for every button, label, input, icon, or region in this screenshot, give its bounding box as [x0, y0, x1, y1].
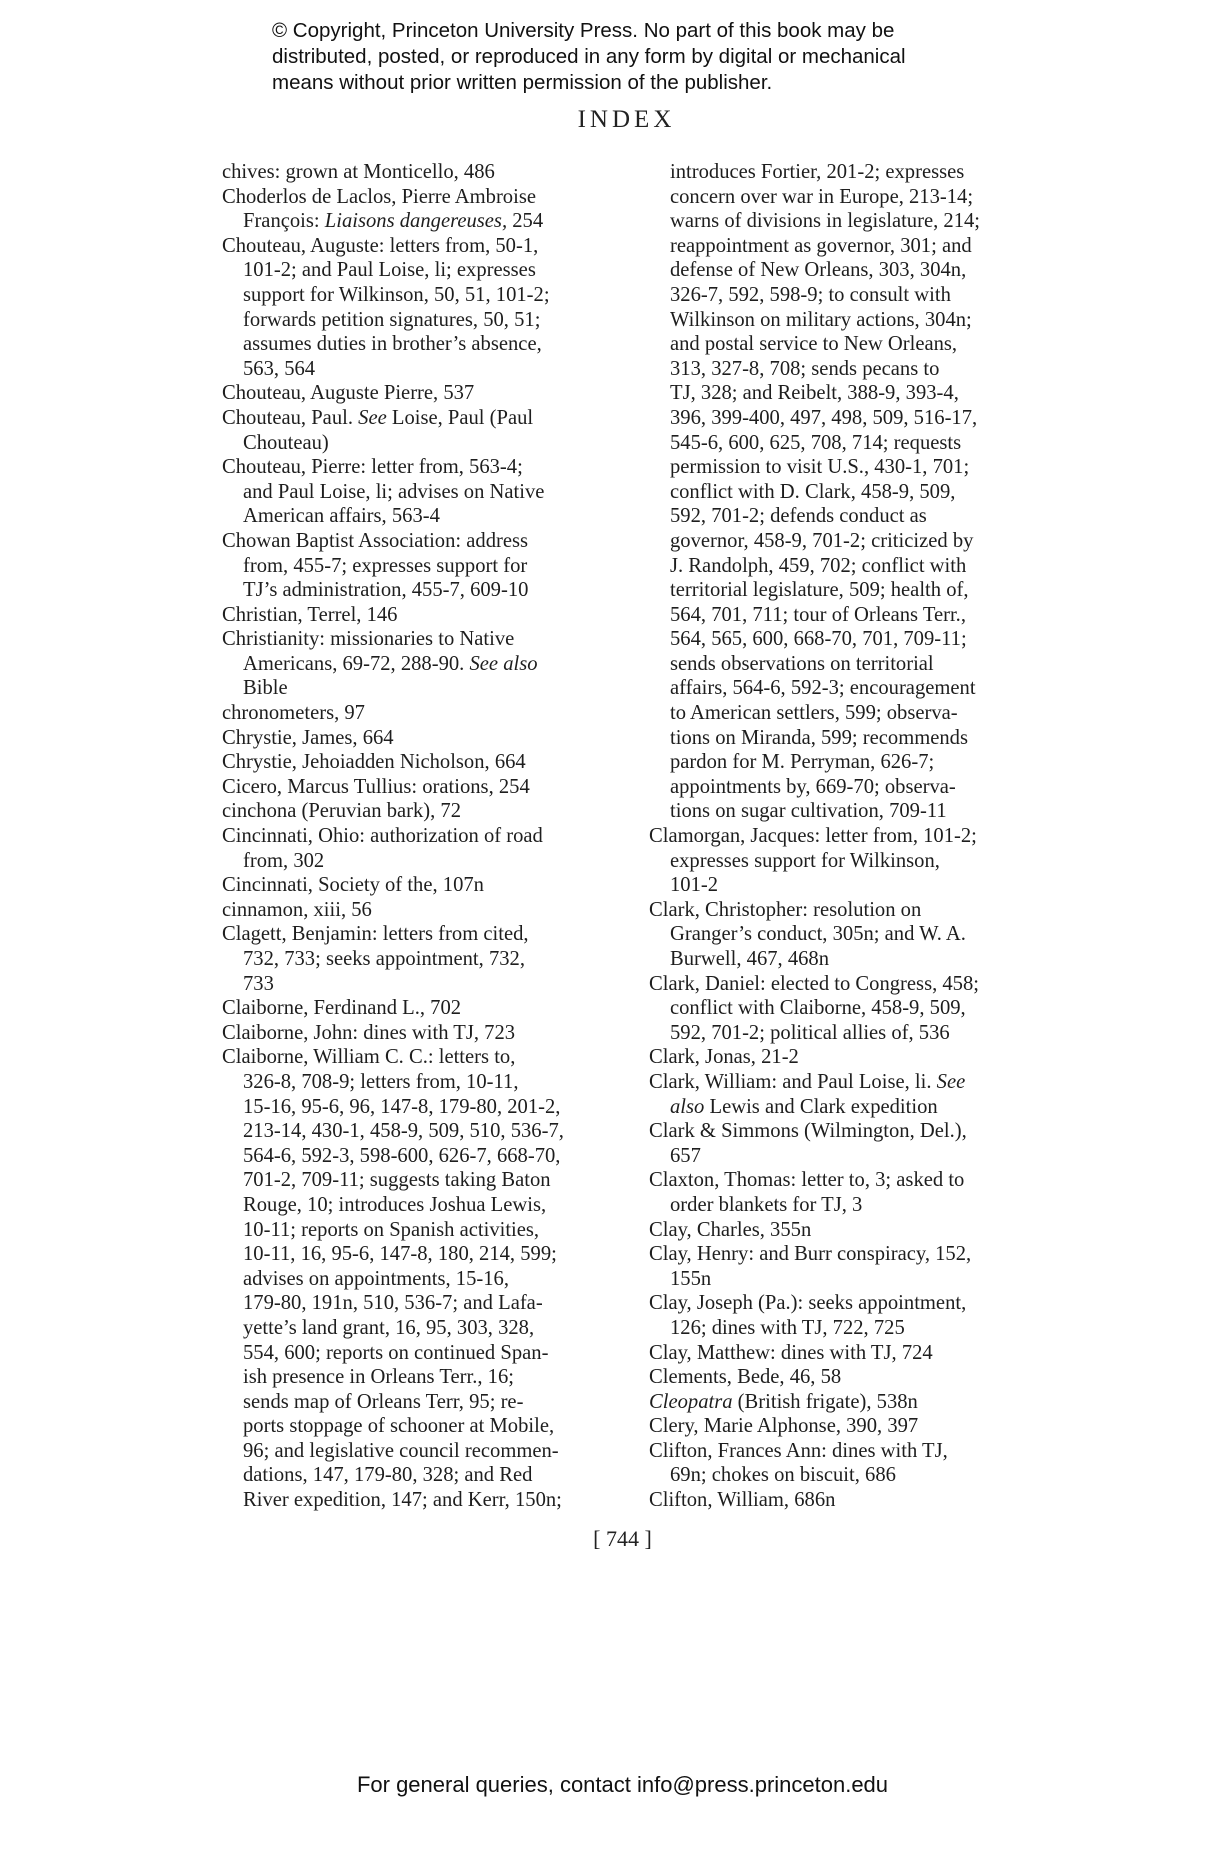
index-text: Claxton, Thomas: letter to, 3; asked to — [649, 1169, 965, 1192]
index-italic-text: also — [670, 1095, 705, 1118]
index-text: appointments by, 669-70; observa- — [670, 775, 956, 798]
index-text: 564-6, 592-3, 598-600, 626-7, 668-70, — [243, 1144, 561, 1167]
index-text: 10-11; reports on Spanish activities, — [243, 1218, 540, 1241]
index-line — [222, 1414, 652, 1439]
index-text: forwards petition signatures, 50, 51; — [243, 308, 541, 331]
index-text: concern over war in Europe, 213-14; — [670, 185, 974, 208]
index-line — [649, 1144, 1079, 1169]
index-text: Chouteau, Auguste Pierre, 537 — [222, 382, 475, 405]
index-text: ish presence in Orleans Terr., 16; — [243, 1366, 514, 1389]
index-line — [222, 701, 652, 726]
index-text: River expedition, 147; and Kerr, 150n; — [243, 1489, 562, 1512]
index-text: 545-6, 600, 625, 708, 714; requests — [670, 431, 962, 454]
index-line — [222, 406, 652, 431]
index-text: Chouteau, Pierre: letter from, 563-4; — [222, 456, 523, 479]
index-line — [649, 1021, 1079, 1046]
index-line — [649, 996, 1079, 1021]
index-column-right — [649, 160, 1079, 1513]
index-line — [649, 1341, 1079, 1366]
index-text: 592, 701-2; political allies of, 536 — [670, 1021, 950, 1044]
index-line — [649, 480, 1079, 505]
index-text: Americans, 69-72, 288-90. — [243, 652, 470, 675]
index-text: Clark, Jonas, 21-2 — [649, 1046, 799, 1069]
index-text: Rouge, 10; introduces Joshua Lewis, — [243, 1193, 547, 1216]
index-text: expresses support for Wilkinson, — [670, 849, 940, 872]
index-text: 96; and legislative council recommen- — [243, 1439, 559, 1462]
index-line — [222, 726, 652, 751]
index-text: TJ’s administration, 455-7, 609-10 — [243, 579, 529, 602]
index-text: and Paul Loise, li; advises on Native — [243, 480, 545, 503]
index-line — [222, 1316, 652, 1341]
index-text: 69n; chokes on biscuit, 686 — [670, 1464, 896, 1487]
index-line — [649, 258, 1079, 283]
index-text: 701-2, 709-11; suggests taking Baton — [243, 1169, 551, 1192]
index-text: 15-16, 95-6, 96, 147-8, 179-80, 201-2, — [243, 1095, 561, 1118]
index-text: 657 — [670, 1144, 701, 1167]
index-text: conflict with Claiborne, 458-9, 509, — [670, 997, 966, 1020]
index-line — [649, 185, 1079, 210]
index-line — [649, 676, 1079, 701]
index-line — [222, 1095, 652, 1120]
index-line — [222, 603, 652, 628]
index-line — [649, 799, 1079, 824]
index-text: Claiborne, Ferdinand L., 702 — [222, 997, 462, 1020]
index-italic-text: See — [936, 1070, 966, 1093]
index-line — [222, 1045, 652, 1070]
index-text: Bible — [243, 677, 288, 700]
index-line — [649, 283, 1079, 308]
index-line — [222, 873, 652, 898]
index-text: sends map of Orleans Terr, 95; re- — [243, 1390, 524, 1413]
index-line — [649, 504, 1079, 529]
index-line — [649, 1291, 1079, 1316]
index-italic-text: See also — [469, 652, 538, 675]
index-text: and postal service to New Orleans, — [670, 333, 958, 356]
index-line — [649, 1218, 1079, 1243]
index-line — [649, 726, 1079, 751]
index-line — [649, 824, 1079, 849]
index-line — [222, 1267, 652, 1292]
index-text: territorial legislature, 509; health of, — [670, 579, 969, 602]
index-line — [222, 1390, 652, 1415]
index-line — [649, 750, 1079, 775]
index-line — [222, 652, 652, 677]
index-line — [649, 554, 1079, 579]
index-text: Christian, Terrel, 146 — [222, 603, 398, 626]
index-line — [222, 431, 652, 456]
index-text: 213-14, 430-1, 458-9, 509, 510, 536-7, — [243, 1120, 564, 1143]
index-text: chives: grown at Monticello, 486 — [222, 161, 495, 183]
index-text: Cicero, Marcus Tullius: orations, 254 — [222, 775, 530, 798]
index-text: 732, 733; seeks appointment, 732, — [243, 948, 525, 970]
index-line — [649, 406, 1079, 431]
index-text: Chouteau, Paul. — [222, 406, 359, 429]
index-text: Cincinnati, Society of the, 107n — [222, 874, 484, 897]
index-text: François: — [243, 210, 325, 233]
index-text: reappointment as governor, 301; and — [670, 234, 972, 257]
index-text: 101-2 — [670, 874, 719, 897]
index-line — [649, 922, 1079, 947]
index-text: Christianity: missionaries to Native — [222, 628, 515, 651]
index-text: Wilkinson on military actions, 304n; — [670, 308, 972, 331]
index-text: governor, 458-9, 701-2; criticized by — [670, 529, 974, 552]
index-text: (British frigate), 538n — [732, 1390, 918, 1413]
index-text: Chouteau) — [243, 431, 329, 454]
index-text: cinnamon, xiii, 56 — [222, 898, 372, 921]
index-text: Burwell, 467, 468n — [670, 948, 830, 970]
index-text: 564, 701, 711; tour of Orleans Terr., — [670, 603, 966, 626]
index-text: J. Randolph, 459, 702; conflict with — [670, 554, 967, 577]
index-text: Chowan Baptist Association: address — [222, 529, 529, 552]
index-line — [222, 824, 652, 849]
index-line — [222, 283, 652, 308]
index-line — [649, 627, 1079, 652]
index-line — [222, 799, 652, 824]
index-italic-text: Cleopatra — [649, 1390, 733, 1413]
index-text: to American settlers, 599; observa- — [670, 702, 958, 725]
index-line — [649, 775, 1079, 800]
page-title: INDEX — [577, 106, 676, 133]
index-text: 326-7, 592, 598-9; to consult with — [670, 283, 951, 306]
index-line — [649, 1414, 1079, 1439]
index-text: Claiborne, John: dines with TJ, 723 — [222, 1021, 516, 1044]
index-text: Choderlos de Laclos, Pierre Ambroise — [222, 185, 536, 208]
index-line — [649, 898, 1079, 923]
index-text: 254 — [507, 210, 544, 233]
index-line — [222, 750, 652, 775]
index-line — [222, 1218, 652, 1243]
index-text: yette’s land grant, 16, 95, 303, 328, — [243, 1316, 535, 1339]
index-text: 101-2; and Paul Loise, li; expresses — [243, 259, 536, 282]
index-text: defense of New Orleans, 303, 304n, — [670, 259, 967, 282]
index-text: American affairs, 563-4 — [243, 505, 440, 528]
index-text: 733 — [243, 972, 274, 995]
index-line — [222, 1341, 652, 1366]
index-line — [222, 185, 652, 210]
index-line — [649, 1316, 1079, 1341]
index-line — [649, 873, 1079, 898]
index-line — [649, 160, 1079, 185]
index-italic-text: Liaisons dangereuses, — [324, 210, 508, 233]
index-text: Clark, Daniel: elected to Congress, 458; — [649, 972, 979, 995]
index-line — [649, 578, 1079, 603]
index-line — [649, 431, 1079, 456]
copyright-line: distributed, posted, or reproduced in any form by digital or mechanical — [272, 45, 906, 68]
index-text: warns of divisions in legislature, 214; — [670, 210, 981, 233]
index-italic-text: See — [358, 406, 387, 429]
page-number: [ 744 ] — [593, 1526, 652, 1551]
index-line — [222, 1144, 652, 1169]
index-text: introduces Fortier, 201-2; expresses — [670, 161, 965, 183]
index-line — [649, 357, 1079, 382]
index-line — [222, 1439, 652, 1464]
index-text: Clay, Matthew: dines with TJ, 724 — [649, 1341, 933, 1364]
index-text: Clagett, Benjamin: letters from cited, — [222, 923, 529, 946]
index-text: 592, 701-2; defends conduct as — [670, 505, 927, 528]
index-line — [649, 234, 1079, 259]
index-text: Clay, Henry: and Burr conspiracy, 152, — [649, 1243, 972, 1266]
index-line — [222, 308, 652, 333]
index-text: from, 455-7; expresses support for — [243, 554, 528, 577]
index-text: Clifton, Frances Ann: dines with TJ, — [649, 1439, 948, 1462]
index-text: Clements, Bede, 46, 58 — [649, 1366, 842, 1389]
index-text: Clark, William: and Paul Loise, li. — [649, 1070, 937, 1093]
index-line — [222, 1242, 652, 1267]
index-line — [222, 676, 652, 701]
index-text: Clay, Joseph (Pa.): seeks appointment, — [649, 1292, 967, 1315]
index-text: Granger’s conduct, 305n; and W. A. — [670, 923, 966, 946]
index-text: 563, 564 — [243, 357, 316, 380]
index-text: advises on appointments, 15-16, — [243, 1267, 509, 1290]
copyright-line: means without prior written permission of the publisher. — [272, 71, 773, 94]
index-line — [222, 357, 652, 382]
index-line — [649, 652, 1079, 677]
index-line — [649, 308, 1079, 333]
index-line — [222, 504, 652, 529]
index-line — [222, 332, 652, 357]
index-line — [649, 1070, 1079, 1095]
index-text: ports stoppage of schooner at Mobile, — [243, 1415, 555, 1438]
index-text: Chrystie, Jehoiadden Nicholson, 664 — [222, 751, 526, 774]
index-line — [222, 1070, 652, 1095]
index-line — [222, 1463, 652, 1488]
index-line — [222, 1365, 652, 1390]
index-text: 10-11, 16, 95-6, 147-8, 180, 214, 599; — [243, 1243, 557, 1266]
index-line — [649, 972, 1079, 997]
index-line — [649, 1242, 1079, 1267]
index-text: Loise, Paul (Paul — [386, 406, 534, 429]
index-text: chronometers, 97 — [222, 702, 365, 725]
index-line — [649, 1168, 1079, 1193]
index-text: Claiborne, William C. C.: letters to, — [222, 1046, 516, 1069]
index-text: 564, 565, 600, 668-70, 701, 709-11; — [670, 628, 967, 651]
index-text: pardon for M. Perryman, 626-7; — [670, 751, 935, 774]
index-text: Clifton, William, 686n — [649, 1489, 836, 1512]
index-column-left — [222, 160, 652, 1513]
index-text: permission to visit U.S., 430-1, 701; — [670, 456, 970, 479]
index-text: Cincinnati, Ohio: authorization of road — [222, 825, 543, 848]
index-text: 126; dines with TJ, 722, 725 — [670, 1316, 905, 1339]
index-line — [222, 234, 652, 259]
index-line — [222, 996, 652, 1021]
index-text: tions on Miranda, 599; recommends — [670, 726, 968, 749]
index-text: Chouteau, Auguste: letters from, 50-1, — [222, 234, 539, 257]
index-line — [222, 160, 652, 185]
index-text: 179-80, 191n, 510, 536-7; and Lafa- — [243, 1292, 543, 1315]
index-line — [649, 455, 1079, 480]
index-line — [649, 1390, 1079, 1415]
index-line — [222, 258, 652, 283]
index-line — [222, 627, 652, 652]
index-line — [649, 381, 1079, 406]
index-text: 155n — [670, 1267, 712, 1290]
index-line — [222, 922, 652, 947]
index-line — [222, 480, 652, 505]
index-text: TJ, 328; and Reibelt, 388-9, 393-4, — [670, 382, 959, 405]
index-line — [222, 947, 652, 972]
index-line — [222, 381, 652, 406]
index-line — [649, 529, 1079, 554]
index-text: affairs, 564-6, 592-3; encouragement — [670, 677, 976, 700]
index-line — [222, 1291, 652, 1316]
index-text: Clery, Marie Alphonse, 390, 397 — [649, 1415, 919, 1438]
index-line — [222, 1488, 652, 1513]
index-line — [649, 1119, 1079, 1144]
index-line — [649, 603, 1079, 628]
index-text: Clay, Charles, 355n — [649, 1218, 812, 1241]
copyright-notice — [272, 18, 992, 96]
index-text: assumes duties in brother’s absence, — [243, 333, 542, 356]
index-line — [222, 1193, 652, 1218]
index-line — [649, 849, 1079, 874]
index-line — [649, 1267, 1079, 1292]
index-text: Chrystie, James, 664 — [222, 726, 394, 749]
index-line — [222, 1021, 652, 1046]
index-text: cinchona (Peruvian bark), 72 — [222, 800, 462, 823]
index-text: Clark, Christopher: resolution on — [649, 898, 922, 921]
index-text: tions on sugar cultivation, 709-11 — [670, 800, 947, 823]
index-text: 313, 327-8, 708; sends pecans to — [670, 357, 940, 380]
index-text: from, 302 — [243, 849, 325, 872]
index-text: 396, 399-400, 497, 498, 509, 516-17, — [670, 406, 978, 429]
index-line — [222, 209, 652, 234]
index-text: 326-8, 708-9; letters from, 10-11, — [243, 1070, 519, 1093]
index-text: Clamorgan, Jacques: letter from, 101-2; — [649, 825, 977, 848]
index-line — [649, 1488, 1079, 1513]
index-text: conflict with D. Clark, 458-9, 509, — [670, 480, 956, 503]
index-line — [649, 1045, 1079, 1070]
index-text: 554, 600; reports on continued Span- — [243, 1341, 549, 1364]
index-line — [222, 554, 652, 579]
index-line — [649, 332, 1079, 357]
index-line — [649, 1365, 1079, 1390]
footer-contact: For general queries, contact info@press.princeton.edu — [356, 1772, 889, 1797]
index-text: Lewis and Clark expedition — [704, 1095, 938, 1118]
index-line — [222, 1168, 652, 1193]
index-text: sends observations on territorial — [670, 652, 934, 675]
index-line — [222, 849, 652, 874]
index-text: order blankets for TJ, 3 — [670, 1193, 863, 1216]
index-line — [222, 1119, 652, 1144]
index-line — [649, 701, 1079, 726]
index-line — [222, 455, 652, 480]
copyright-line: © Copyright, Princeton University Press. No part of this book may be — [272, 19, 895, 42]
index-line — [649, 1193, 1079, 1218]
index-line — [649, 209, 1079, 234]
index-line — [649, 1439, 1079, 1464]
index-line — [649, 1095, 1079, 1120]
index-line — [222, 775, 652, 800]
index-line — [649, 947, 1079, 972]
index-text: dations, 147, 179-80, 328; and Red — [243, 1464, 533, 1487]
index-text: support for Wilkinson, 50, 51, 101-2; — [243, 283, 550, 306]
index-text: Clark & Simmons (Wilmington, Del.), — [649, 1120, 967, 1143]
index-line — [222, 578, 652, 603]
index-line — [222, 529, 652, 554]
index-line — [222, 972, 652, 997]
index-line — [222, 898, 652, 923]
index-line — [649, 1463, 1079, 1488]
